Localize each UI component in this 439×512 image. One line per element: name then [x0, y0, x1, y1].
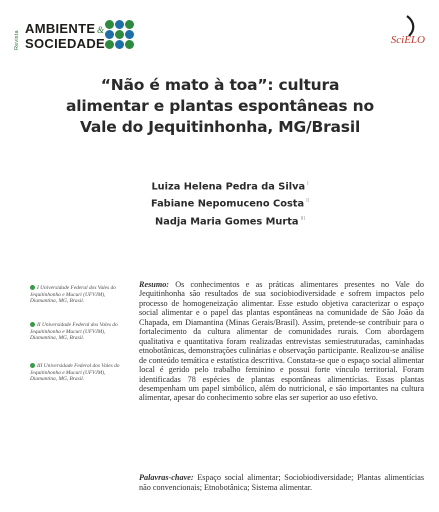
keywords — [139, 473, 424, 492]
author-name: Nadja Maria Gomes Murta — [155, 215, 299, 227]
journal-logo-side-text: Revista — [14, 30, 20, 50]
abstract — [139, 280, 424, 403]
author-item — [120, 194, 340, 211]
orcid-icon[interactable] — [30, 285, 35, 290]
affiliation-note — [30, 363, 130, 383]
keywords-label: Palavras-chave: — [139, 473, 194, 482]
affiliation-note — [30, 285, 130, 305]
affiliation-text: III Universidade Federal dos Vales do Jequitinhonha e Mucuri (UFVJM), Diamantina, MG, Brasil. — [30, 363, 120, 383]
author-name: Luiza Helena Pedra da Silva — [151, 181, 306, 193]
journal-logo-word-ambiente: AMBIENTE — [25, 21, 96, 36]
article-title: “Não é mato à toa”: cultura alimentar e plantas espontâneas no Vale do Jequitinhonha, MG/Brasil — [66, 76, 374, 136]
journal-logo — [14, 10, 134, 50]
orcid-icon[interactable] — [30, 322, 35, 327]
journal-logo-emblem-icon — [105, 20, 135, 50]
author-affiliation-mark: II — [306, 198, 310, 205]
author-item — [120, 212, 340, 229]
keywords-text: Espaço social alimentar; Sociobiodiversidade; Plantas alimentícias não convencionais; Etnobotânica; Sistema alimentar. — [139, 473, 425, 492]
affiliation-note — [30, 322, 130, 342]
abstract-label: Resumo: — [139, 280, 170, 289]
author-affiliation-mark: III — [300, 215, 305, 222]
author-affiliation-mark: I — [307, 181, 309, 187]
author-list — [120, 177, 340, 229]
journal-logo-word-sociedade: SOCIEDADE — [25, 36, 105, 51]
orcid-icon[interactable] — [30, 363, 35, 368]
affiliation-text: I Universidade Federal dos Vales do Jequitinhonha e Mucuri (UFVJM), Diamantina, MG, Brasil. — [30, 285, 116, 305]
scielo-logo-text: SciELO — [390, 34, 425, 46]
author-item — [120, 177, 340, 194]
scielo-logo — [385, 14, 425, 50]
author-name: Fabiane Nepomuceno Costa — [150, 198, 305, 210]
journal-logo-ampersand: & — [97, 25, 105, 35]
affiliation-text: II Universidade Federal dos Vales do Jequitinhonha e Mucuri (UFVJM), Diamantina, MG, Brasil. — [30, 322, 118, 342]
abstract-text: Os conhecimentos e as práticas alimentares presentes no Vale do Jequitinhonha são resultados de sua sociobiodiversidade e sofrem impactos pelo processo de homogeneização alimentar. Esse estudo objetiva caracterizar o espaço social alimentar e o papel das plantas espontâneas na comunidade de São João da Chapada, em Diamantina (Minas Gerais/Brasil). Assim, pretende-se contribuir para o fortalecimento da cultura alimentar de comunidades rurais. Com abordagem qualitativa e quantitativa foram realizadas entrevistas semiestruturadas, caminhadas etnobotânicas, demonstrações culinárias e observação participante. Realizou-se análise de conteúdo temática e estatística descritiva. Constata-se que o espaço social alimentar local é gerido pelo trabalho feminino e possui forte vínculo territorial. Foram identificadas 78 espécies de plantas espontâneas alimentícias. Essas plantas desempenham um papel simbólico, além do nutricional, e são importantes na cultura alimentar, apesar do conhecimento sobre elas ser superior ao uso efetivo. — [139, 280, 424, 403]
